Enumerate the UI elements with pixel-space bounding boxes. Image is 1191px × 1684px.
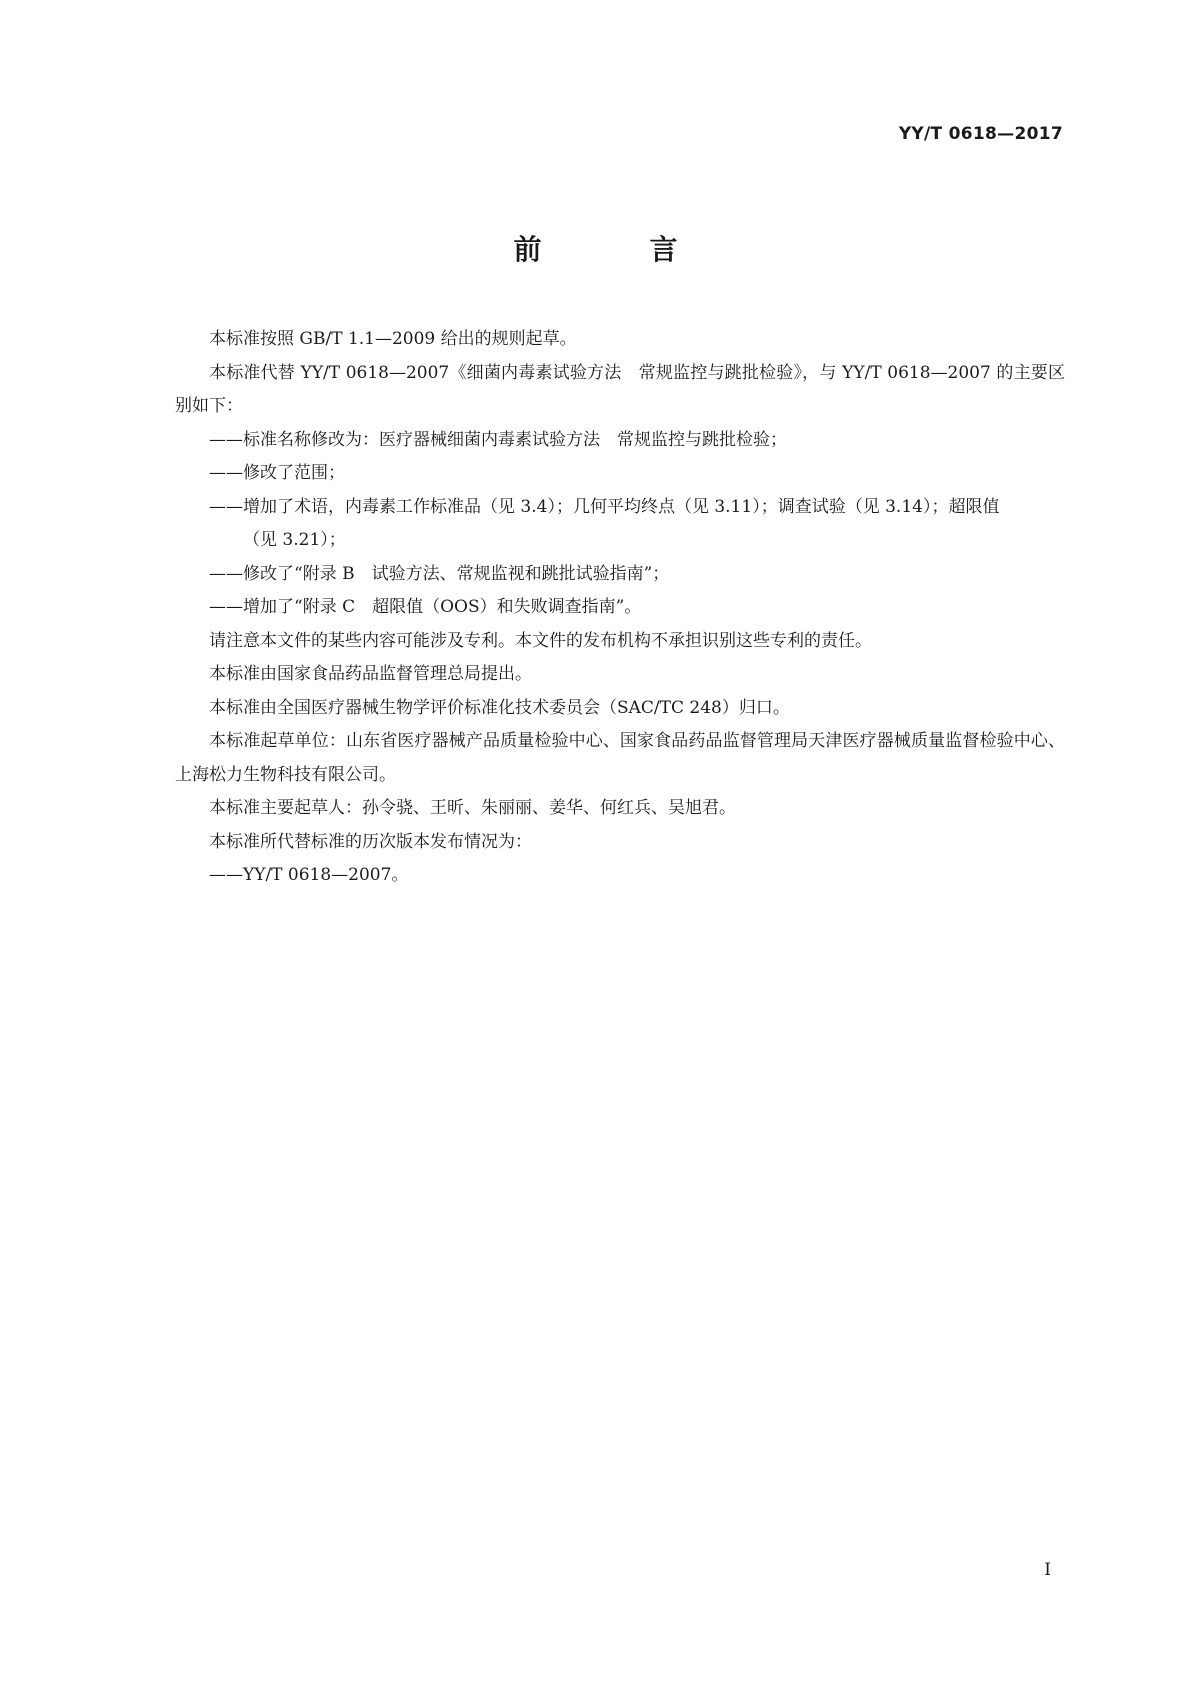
paragraph-patent-notice: 请注意本文件的某些内容可能涉及专利。本文件的发布机构不承担识别这些专利的责任。 bbox=[209, 630, 872, 651]
change-item bbox=[175, 591, 1065, 625]
dash-mark: —— bbox=[209, 429, 243, 450]
change-text: 标准名称修改为：医疗器械细菌内毒素试验方法 常规监控与跳批检验； bbox=[243, 429, 787, 450]
paragraph-history-intro: 本标准所代替标准的历次版本发布情况为： bbox=[209, 831, 532, 852]
standard-code: YY/T 0618—2017 bbox=[898, 124, 1063, 144]
history-text: YY/T 0618—2007。 bbox=[243, 865, 409, 885]
paragraph-proposer: 本标准由国家食品药品监督管理总局提出。 bbox=[209, 664, 532, 684]
change-text-continued: （见 3.21）； bbox=[243, 530, 346, 550]
page-title: 前 言 bbox=[513, 233, 718, 266]
dash-mark: —— bbox=[209, 563, 243, 584]
change-text: 修改了“附录 B 试验方法、常规监视和跳批试验指南”； bbox=[243, 563, 670, 584]
dash-mark: —— bbox=[209, 597, 243, 617]
foreword-body bbox=[175, 323, 1065, 893]
paragraph-replacement: 本标准代替 YY/T 0618—2007《细菌内毒素试验方法 常规监控与跳批检验》，与 YY/T 0618—2007 的主要区别如下： bbox=[175, 362, 1065, 416]
dash-mark: —— bbox=[209, 496, 243, 517]
paragraph-drafters: 本标准主要起草人：孙令骁、王昕、朱丽丽、姜华、何红兵、吴旭君。 bbox=[209, 798, 736, 818]
paragraph-committee: 本标准由全国医疗器械生物学评价标准化技术委员会（SAC/TC 248）归口。 bbox=[209, 697, 790, 718]
change-item bbox=[175, 457, 1065, 491]
dash-mark: —— bbox=[209, 865, 243, 885]
paragraph-drafting-units: 本标准起草单位：山东省医疗器械产品质量检验中心、国家食品药品监督管理局天津医疗器械质量监督检验中心、上海松力生物科技有限公司。 bbox=[175, 731, 1065, 785]
change-item bbox=[175, 424, 1065, 458]
page-number: I bbox=[1044, 1560, 1051, 1580]
change-text: 修改了范围； bbox=[243, 463, 345, 483]
change-item bbox=[175, 491, 1065, 558]
history-item bbox=[175, 859, 1065, 893]
change-item bbox=[175, 558, 1065, 592]
paragraph-drafting-rules: 本标准按照 GB/T 1.1—2009 给出的规则起草。 bbox=[209, 329, 577, 349]
change-text: 增加了“附录 C 超限值（OOS）和失败调查指南”。 bbox=[243, 597, 642, 617]
dash-mark: —— bbox=[209, 463, 243, 483]
change-text: 增加了术语，内毒素工作标准品（见 3.4）；几何平均终点（见 3.11）；调查试验（见 3.14）；超限值 bbox=[243, 496, 1000, 517]
